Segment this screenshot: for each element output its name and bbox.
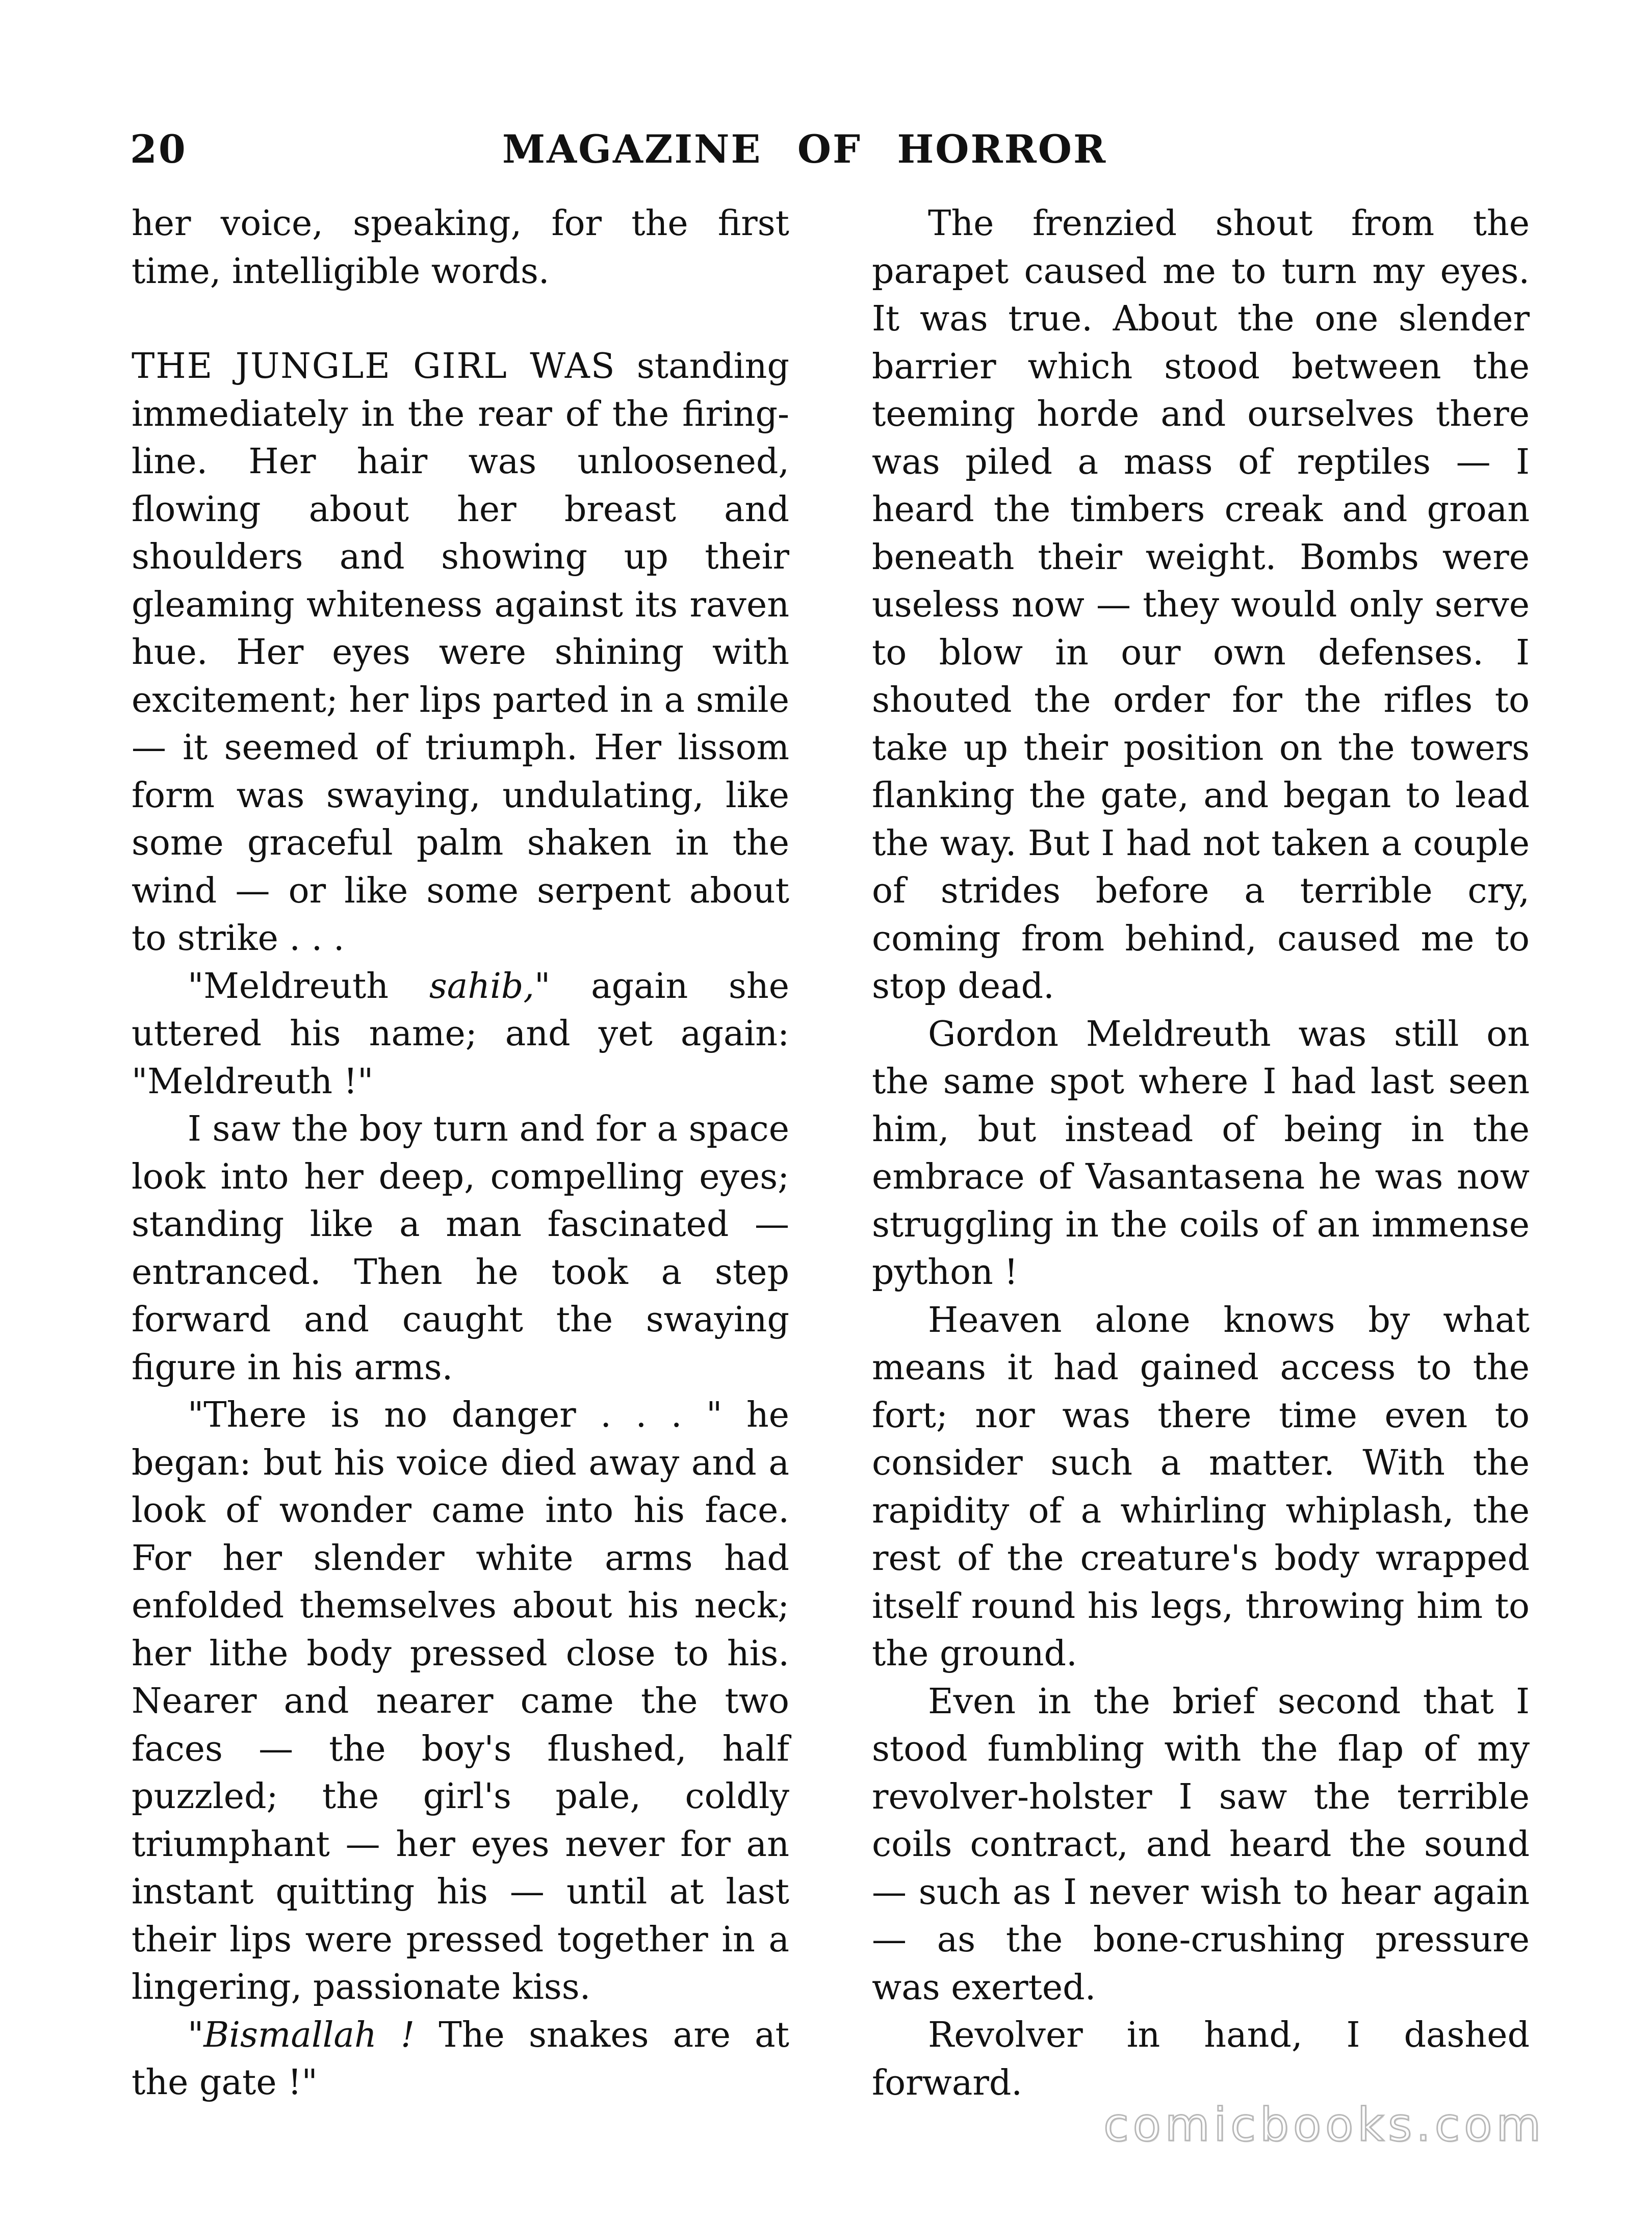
paragraph: Even in the brief second that I stood fumbling with the flap of my revolver-holster I saw the terrible coils contract, and heard the sound — such as I never wish to hear again — as the bone-crushing pressure was exerted. <box>872 1681 1530 2008</box>
running-title: MAGAZINE OF HORROR <box>502 126 1107 172</box>
paragraph: Gordon Meldreuth was still on the same spot where I had last seen him, but instead of being in the embrace of Vasantasena he was now struggling in the coils of an immense python ! <box>872 1014 1530 1293</box>
paragraph <box>132 2011 789 2107</box>
section-lead-in: THE JUNGLE GIRL WAS <box>132 346 616 386</box>
paragraph: The frenzied shout from the parapet caused me to turn my eyes. It was true. About the one slender barrier which stood between the teeming horde and ourselves there was piled a mass of reptiles — I heard the timbers creak and groan beneath their weight. Bombs were useless now — they would only serve to blow in our own defenses. I shouted the order for the rifles to take up their position on the towers flanking the gate, and began to lead the way. But I had not taken a couple of strides before a terrible cry, coming from behind, caused me to stop dead. <box>872 203 1530 1007</box>
right-column <box>872 200 1530 2107</box>
italic-exclamation: "Bismallah ! <box>188 2015 415 2055</box>
paragraph-text: " again she uttered his name; and yet again: "Meldreuth !" <box>132 966 789 1102</box>
left-column <box>132 200 789 2107</box>
paragraph: "There is no danger . . . " he began: but his voice died away and a look of wonder came into his face. For her slender white arms had enfolded themselves about his neck; her lithe body pressed close to his. Nearer and nearer came the two faces — the boy's flushed, half puzzled; the girl's pale, coldly triumphant — her eyes never for an instant quitting his — until at last their lips were pressed together in a lingering, passionate kiss. <box>132 1395 789 2007</box>
paragraph-text: "Meldreuth <box>188 966 429 1007</box>
page-number: 20 <box>130 126 187 172</box>
paragraph <box>132 963 789 1106</box>
paragraph: I saw the boy turn and for a space look into her deep, compelling eyes; standing like a man fascinated — entranced. Then he took a step forward and caught the swaying figure in his arms. <box>132 1109 789 1388</box>
paragraph-text: standing immediately in the rear of the firing-line. Her hair was unloosened, flowing about her breast and shoulders and showing up their gleaming whiteness against its raven hue. Her eyes were shining with excitement; her lips parted in a smile — it seemed of triumph. Her lissom form was swaying, undulating, like some graceful palm shaken in the wind — or like some serpent about to strike . . . <box>132 346 790 959</box>
paragraph: Revolver in hand, I dashed forward. <box>872 2015 1530 2103</box>
watermark: comicbooks.com <box>1103 2098 1545 2152</box>
paragraph-text: The snakes are at the gate !" <box>132 2015 789 2103</box>
section-opening-paragraph <box>132 343 789 963</box>
italic-word: sahib, <box>429 966 535 1007</box>
paragraph: Heaven alone knows by what means it had gained access to the fort; nor was there time even to consider such a matter. With the rapidity of a whirling whiplash, the rest of the creature's body wrapped itself round his legs, throwing him to the ground. <box>872 1300 1530 1674</box>
page-header <box>130 126 1527 183</box>
paragraph: her voice, speaking, for the first time, intelligible words. <box>132 203 789 292</box>
